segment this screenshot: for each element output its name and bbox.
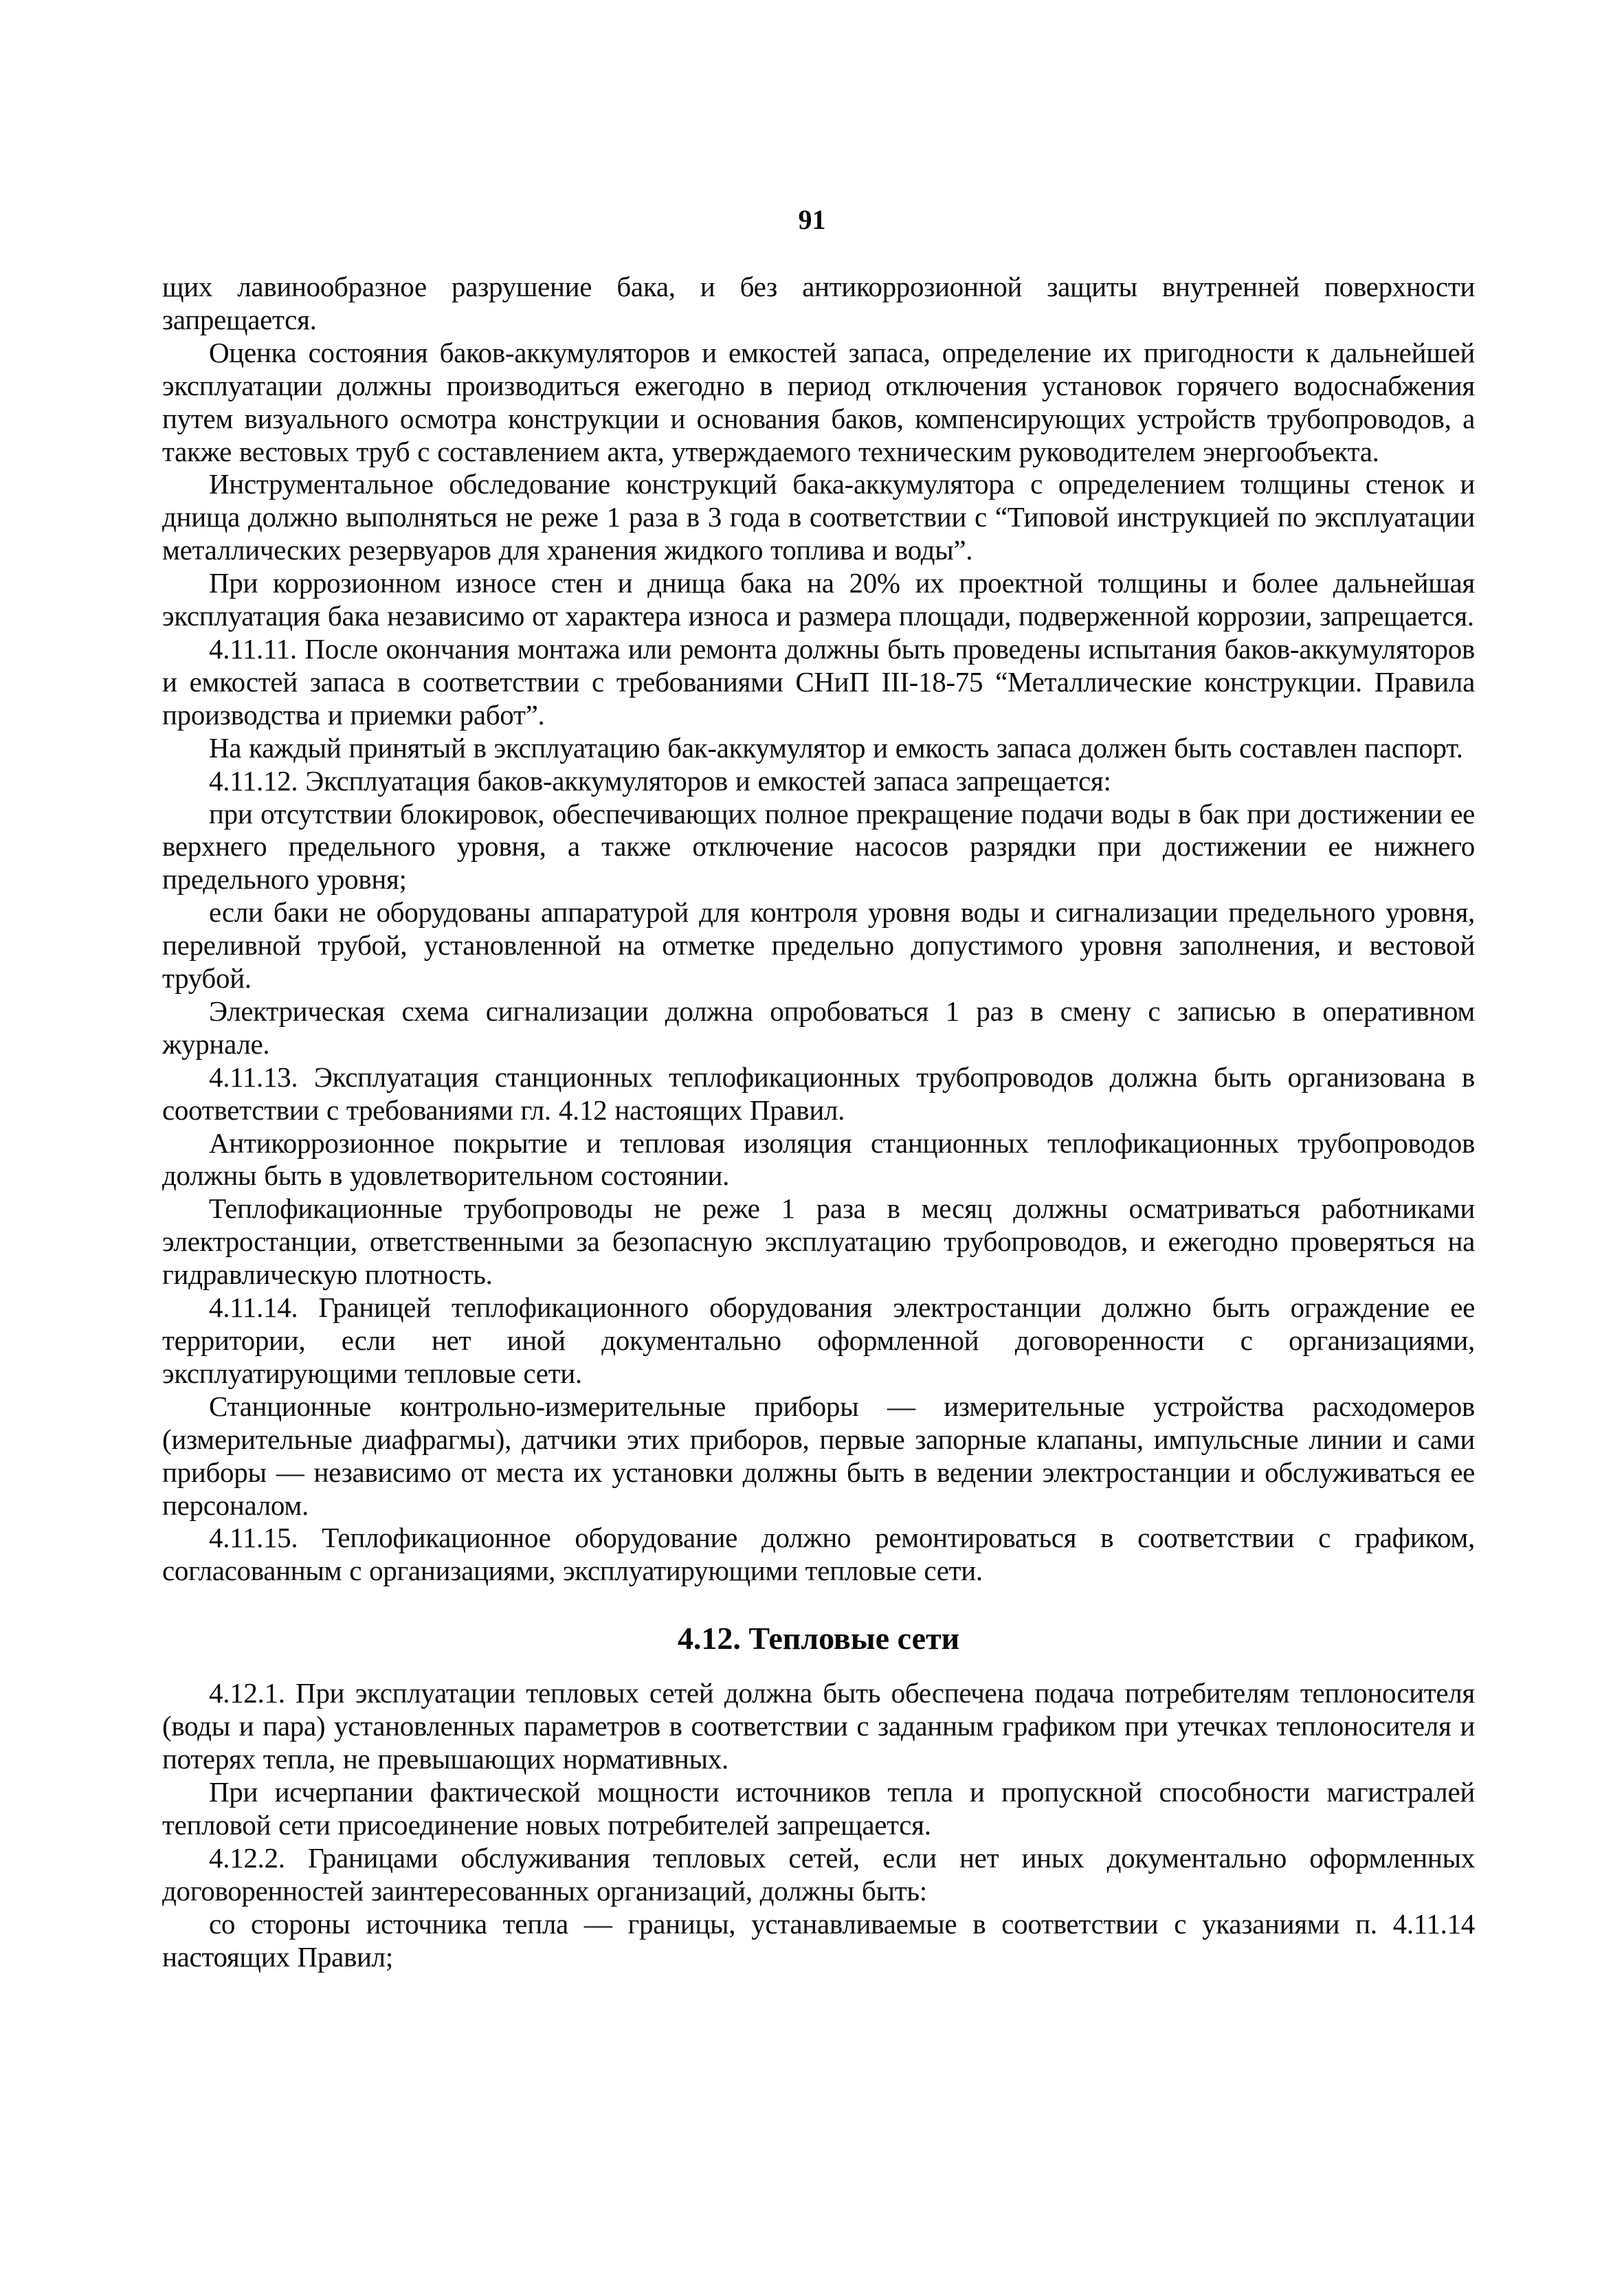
paragraph: 4.11.14. Границей теплофикационного оборудования электростанции должно быть ограждение ее территории, если нет иной документально оформленной договоренности с организациями, эксплуатирующими тепловые сети.: [162, 1291, 1475, 1389]
paragraph: 4.11.13. Эксплуатация станционных теплофикационных трубопроводов должна быть организована в соответствии с требованиями гл. 4.12 настоящих Правил.: [162, 1061, 1475, 1126]
section-title: 4.12. Тепловые сети: [677, 1621, 960, 1656]
paragraph: 4.12.1. При эксплуатации тепловых сетей должна быть обеспечена подача потребителям теплоносителя (воды и пара) установленных параметров в соответствии с заданным графиком при утечках теплоносителя и потерях тепла, не превышающих нормативных.: [162, 1677, 1475, 1775]
paragraph: со стороны источника тепла — границы, устанавливаемые в соответствии с указаниями п. 4.11.14 настоящих Правил;: [162, 1907, 1475, 1973]
paragraph: При коррозионном износе стен и днища бака на 20% их проектной толщины и более дальнейшая эксплуатация бака независимо от характера износа и размера площади, подверженной коррозии, запрещается.: [162, 567, 1475, 632]
paragraph: Станционные контрольно-измерительные приборы — измерительные устройства расходомеров (измерительные диафрагмы), датчики этих приборов, первые запорные клапаны, импульсные линии и сами приборы — независимо от места их установки должны быть в ведении электростанции и обслуживаться ее персоналом.: [162, 1390, 1475, 1521]
paragraph: 4.11.15. Теплофикационное оборудование должно ремонтироваться в соответствии с графиком, согласованным с организациями, эксплуатирующими тепловые сети.: [162, 1522, 1475, 1587]
paragraph: Оценка состояния баков-аккумуляторов и емкостей запаса, определение их пригодности к дальнейшей эксплуатации должны производиться ежегодно в период отключения установок горячего водоснабжения путем визуального осмотра конструкции и основания баков, компенсирующих устройств трубопроводов, а также вестовых труб с составлением акта, утверждаемого техническим руководителем энергообъекта.: [162, 336, 1475, 467]
document-body: [162, 271, 1475, 1973]
paragraph: 4.12.2. Границами обслуживания тепловых сетей, если нет иных документально оформленных договоренностей заинтересованных организаций, должны быть:: [162, 1841, 1475, 1907]
paragraph: Инструментальное обследование конструкций бака-аккумулятора с определением толщины стенок и днища должно выполняться не реже 1 раза в 3 года в соответствии с “Типовой инструкцией по эксплуатации металлических резервуаров для хранения жидкого топлива и воды”.: [162, 468, 1475, 566]
page-number: 91: [798, 204, 826, 235]
paragraph: 4.11.11. После окончания монтажа или ремонта должны быть проведены испытания баков-аккумуляторов и емкостей запаса в соответствии с требованиями СНиП III-18-75 “Металлические конструкции. Правила производства и приемки работ”.: [162, 632, 1475, 731]
paragraph: На каждый принятый в эксплуатацию бак-аккумулятор и емкость запаса должен быть составлен паспорт.: [209, 731, 1463, 764]
paragraph: если баки не оборудованы аппаратурой для контроля уровня воды и сигнализации предельного уровня, переливной трубой, установленной на отметке предельно допустимого уровня заполнения, и вестовой трубой.: [162, 896, 1475, 995]
paragraph: При исчерпании фактической мощности источников тепла и пропускной способности магистралей тепловой сети присоединение новых потребителей запрещается.: [162, 1775, 1475, 1841]
paragraph: 4.11.12. Эксплуатация баков-аккумуляторов и емкостей запаса запрещается:: [209, 764, 1111, 797]
paragraph: Теплофикационные трубопроводы не реже 1 раза в месяц должны осматриваться работниками электростанции, ответственными за безопасную эксплуатацию трубопроводов, и ежегодно проверяться на гидравлическую плотность.: [162, 1193, 1475, 1291]
paragraph: при отсутствии блокировок, обеспечивающих полное прекращение подачи воды в бак при достижении ее верхнего предельного уровня, а также отключение насосов разрядки при достижении ее нижнего предельного уровня;: [162, 797, 1475, 896]
paragraph: щих лавинообразное разрушение бака, и без антикоррозионной защиты внутренней поверхности запрещается.: [162, 271, 1475, 335]
paragraph: Электрическая схема сигнализации должна опробоваться 1 раз в смену с записью в оперативном журнале.: [162, 995, 1475, 1060]
paragraph: Антикоррозионное покрытие и тепловая изоляция станционных теплофикационных трубопроводов должны быть в удовлетворительном состоянии.: [162, 1127, 1475, 1192]
